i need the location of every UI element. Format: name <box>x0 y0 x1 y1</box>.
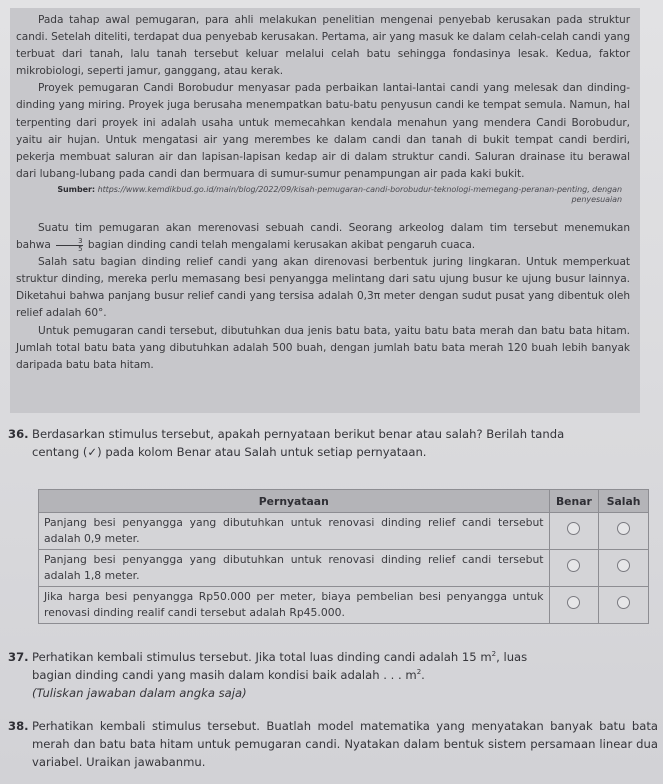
question-37-text-a: Perhatikan kembali stimulus tersebut. Jika total luas dinding candi adalah 15 m <box>32 650 492 664</box>
fraction-denominator: 5 <box>78 244 83 253</box>
question-36-line-2: centang (✓) pada kolom Benar atau Salah untuk setiap pernyataan. <box>32 445 427 459</box>
question-37 <box>8 648 658 702</box>
paragraph-3-text-a: Suatu tim pemugaran akan merenovasi sebuah candi. Seorang arkeolog dalam tim tersebut menemukan bahwa <box>16 221 630 252</box>
paragraph-3-text-b: bagian dinding candi telah mengalami kerusakan akibat pengaruh cuaca. <box>87 239 476 252</box>
answer-hint: (Tuliskan jawaban dalam angka saja) <box>32 686 247 700</box>
superscript: 2 <box>491 650 497 659</box>
benar-radio[interactable] <box>567 596 580 609</box>
salah-cell[interactable] <box>599 513 649 550</box>
salah-radio[interactable] <box>617 522 630 535</box>
source-citation <box>16 185 622 206</box>
fraction-three-fifths <box>56 238 82 253</box>
true-false-table <box>38 489 649 624</box>
question-38-text: Perhatikan kembali stimulus tersebut. Buatlah model matematika yang menyatakan banyak batu bata merah dan batu bata hitam untuk pemugaran candi. Nyatakan dalam bentuk sistem persamaan linear dua variabel. Uraikan jawabanmu. <box>32 719 658 769</box>
table-row <box>39 550 649 587</box>
statement-cell: Jika harga besi penyangga Rp50.000 per meter, biaya pembelian besi penyangga untuk renovasi dinding realif candi tersebut adalah Rp45.000. <box>39 587 550 624</box>
question-36-line-1: Berdasarkan stimulus tersebut, apakah pernyataan berikut benar atau salah? Berilah tanda <box>32 427 565 441</box>
stimulus-paragraph-2: Proyek pemugaran Candi Borobudur menyasar pada perbaikan lantai-lantai candi yang melesak dan dinding-dinding yang miring. Proyek juga berusaha menempatkan batu-batu penyusun candi ke tempat semula. Namun, hal terpenting dari proyek ini adalah usaha untuk memecahkan kendala menahun yang mendera Candi Borobudur, yaitu air hujan. Untuk mengatasi air yang merembes ke dalam candi dan tanah di bukit tempat candi berdiri, pekerja membuat saluran air dan lapisan-lapisan kedap air di dalam struktur candi. Saluran drainase itu berawal dari lubang-lubang pada candi dan bermuara di sumur-sumur penampungan air pada kaki bukit. <box>16 82 630 180</box>
stimulus-paragraph-4: Salah satu bagian dinding relief candi yang akan direnovasi berbentuk juring lingkaran. Untuk memperkuat struktur dinding, mereka perlu memasang besi penyangga melintang dari satu ujung busur ke ujung busur lainnya. Diketahui bahwa panjang busur relief candi yang tersisa adalah 0,3π meter dengan sudut pusat yang dibentuk oleh relief adalah 60°. <box>16 256 630 320</box>
header-benar: Benar <box>549 490 599 513</box>
salah-radio[interactable] <box>617 596 630 609</box>
stimulus-paragraph-1: Pada tahap awal pemugaran, para ahli melakukan penelitian mengenai penyebab kerusakan pada struktur candi. Setelah diteliti, terdapat dua penyebab kerusakan. Pertama, air yang masuk ke dalam celah-celah candi yang terbuat dari tanah, lalu tanah tersebut keluar melalui celah batu sehingga fondasinya lesak. Kedua, faktor mikrobiologi, seperti jamur, ganggang, atau kerak. <box>16 14 630 78</box>
question-37-text-b: , luas <box>496 650 528 664</box>
benar-radio[interactable] <box>567 522 580 535</box>
benar-radio[interactable] <box>567 559 580 572</box>
question-number: 36. <box>8 427 29 441</box>
stimulus-box <box>10 8 640 413</box>
source-label: Sumber: <box>57 184 96 194</box>
header-pernyataan: Pernyataan <box>39 490 550 513</box>
stimulus-paragraph-5: Untuk pemugaran candi tersebut, dibutuhkan dua jenis batu bata, yaitu batu bata merah dan batu bata hitam. Jumlah total batu bata yang dibutuhkan adalah 500 buah, dengan jumlah batu bata merah 120 buah lebih banyak daripada batu bata hitam. <box>16 324 630 371</box>
benar-cell[interactable] <box>549 550 599 587</box>
stimulus-paragraph-3 <box>16 220 630 254</box>
question-37-text-c: bagian dinding candi yang masih dalam kondisi baik adalah . . . m <box>32 668 417 682</box>
statement-cell: Panjang besi penyangga yang dibutuhkan untuk renovasi dinding relief candi tersebut adalah 1,8 meter. <box>39 550 550 587</box>
fraction-numerator: 3 <box>56 238 82 246</box>
salah-cell[interactable] <box>599 550 649 587</box>
salah-radio[interactable] <box>617 559 630 572</box>
question-36 <box>8 425 658 461</box>
question-number: 38. <box>8 719 29 733</box>
question-37-text-d: . <box>421 668 425 682</box>
header-salah: Salah <box>599 490 649 513</box>
table-row <box>39 513 649 550</box>
superscript: 2 <box>416 668 422 677</box>
benar-cell[interactable] <box>549 513 599 550</box>
benar-cell[interactable] <box>549 587 599 624</box>
question-number: 37. <box>8 650 29 664</box>
salah-cell[interactable] <box>599 587 649 624</box>
question-38 <box>8 717 658 771</box>
source-url: https://www.kemdikbud.go.id/main/blog/2022/09/kisah-pemugaran-candi-borobudur-teknologi-memegang-peranan-penting, dengan penyesuaian <box>97 184 622 205</box>
statement-cell: Panjang besi penyangga yang dibutuhkan untuk renovasi dinding relief candi tersebut adalah 0,9 meter. <box>39 513 550 550</box>
table-row <box>39 587 649 624</box>
